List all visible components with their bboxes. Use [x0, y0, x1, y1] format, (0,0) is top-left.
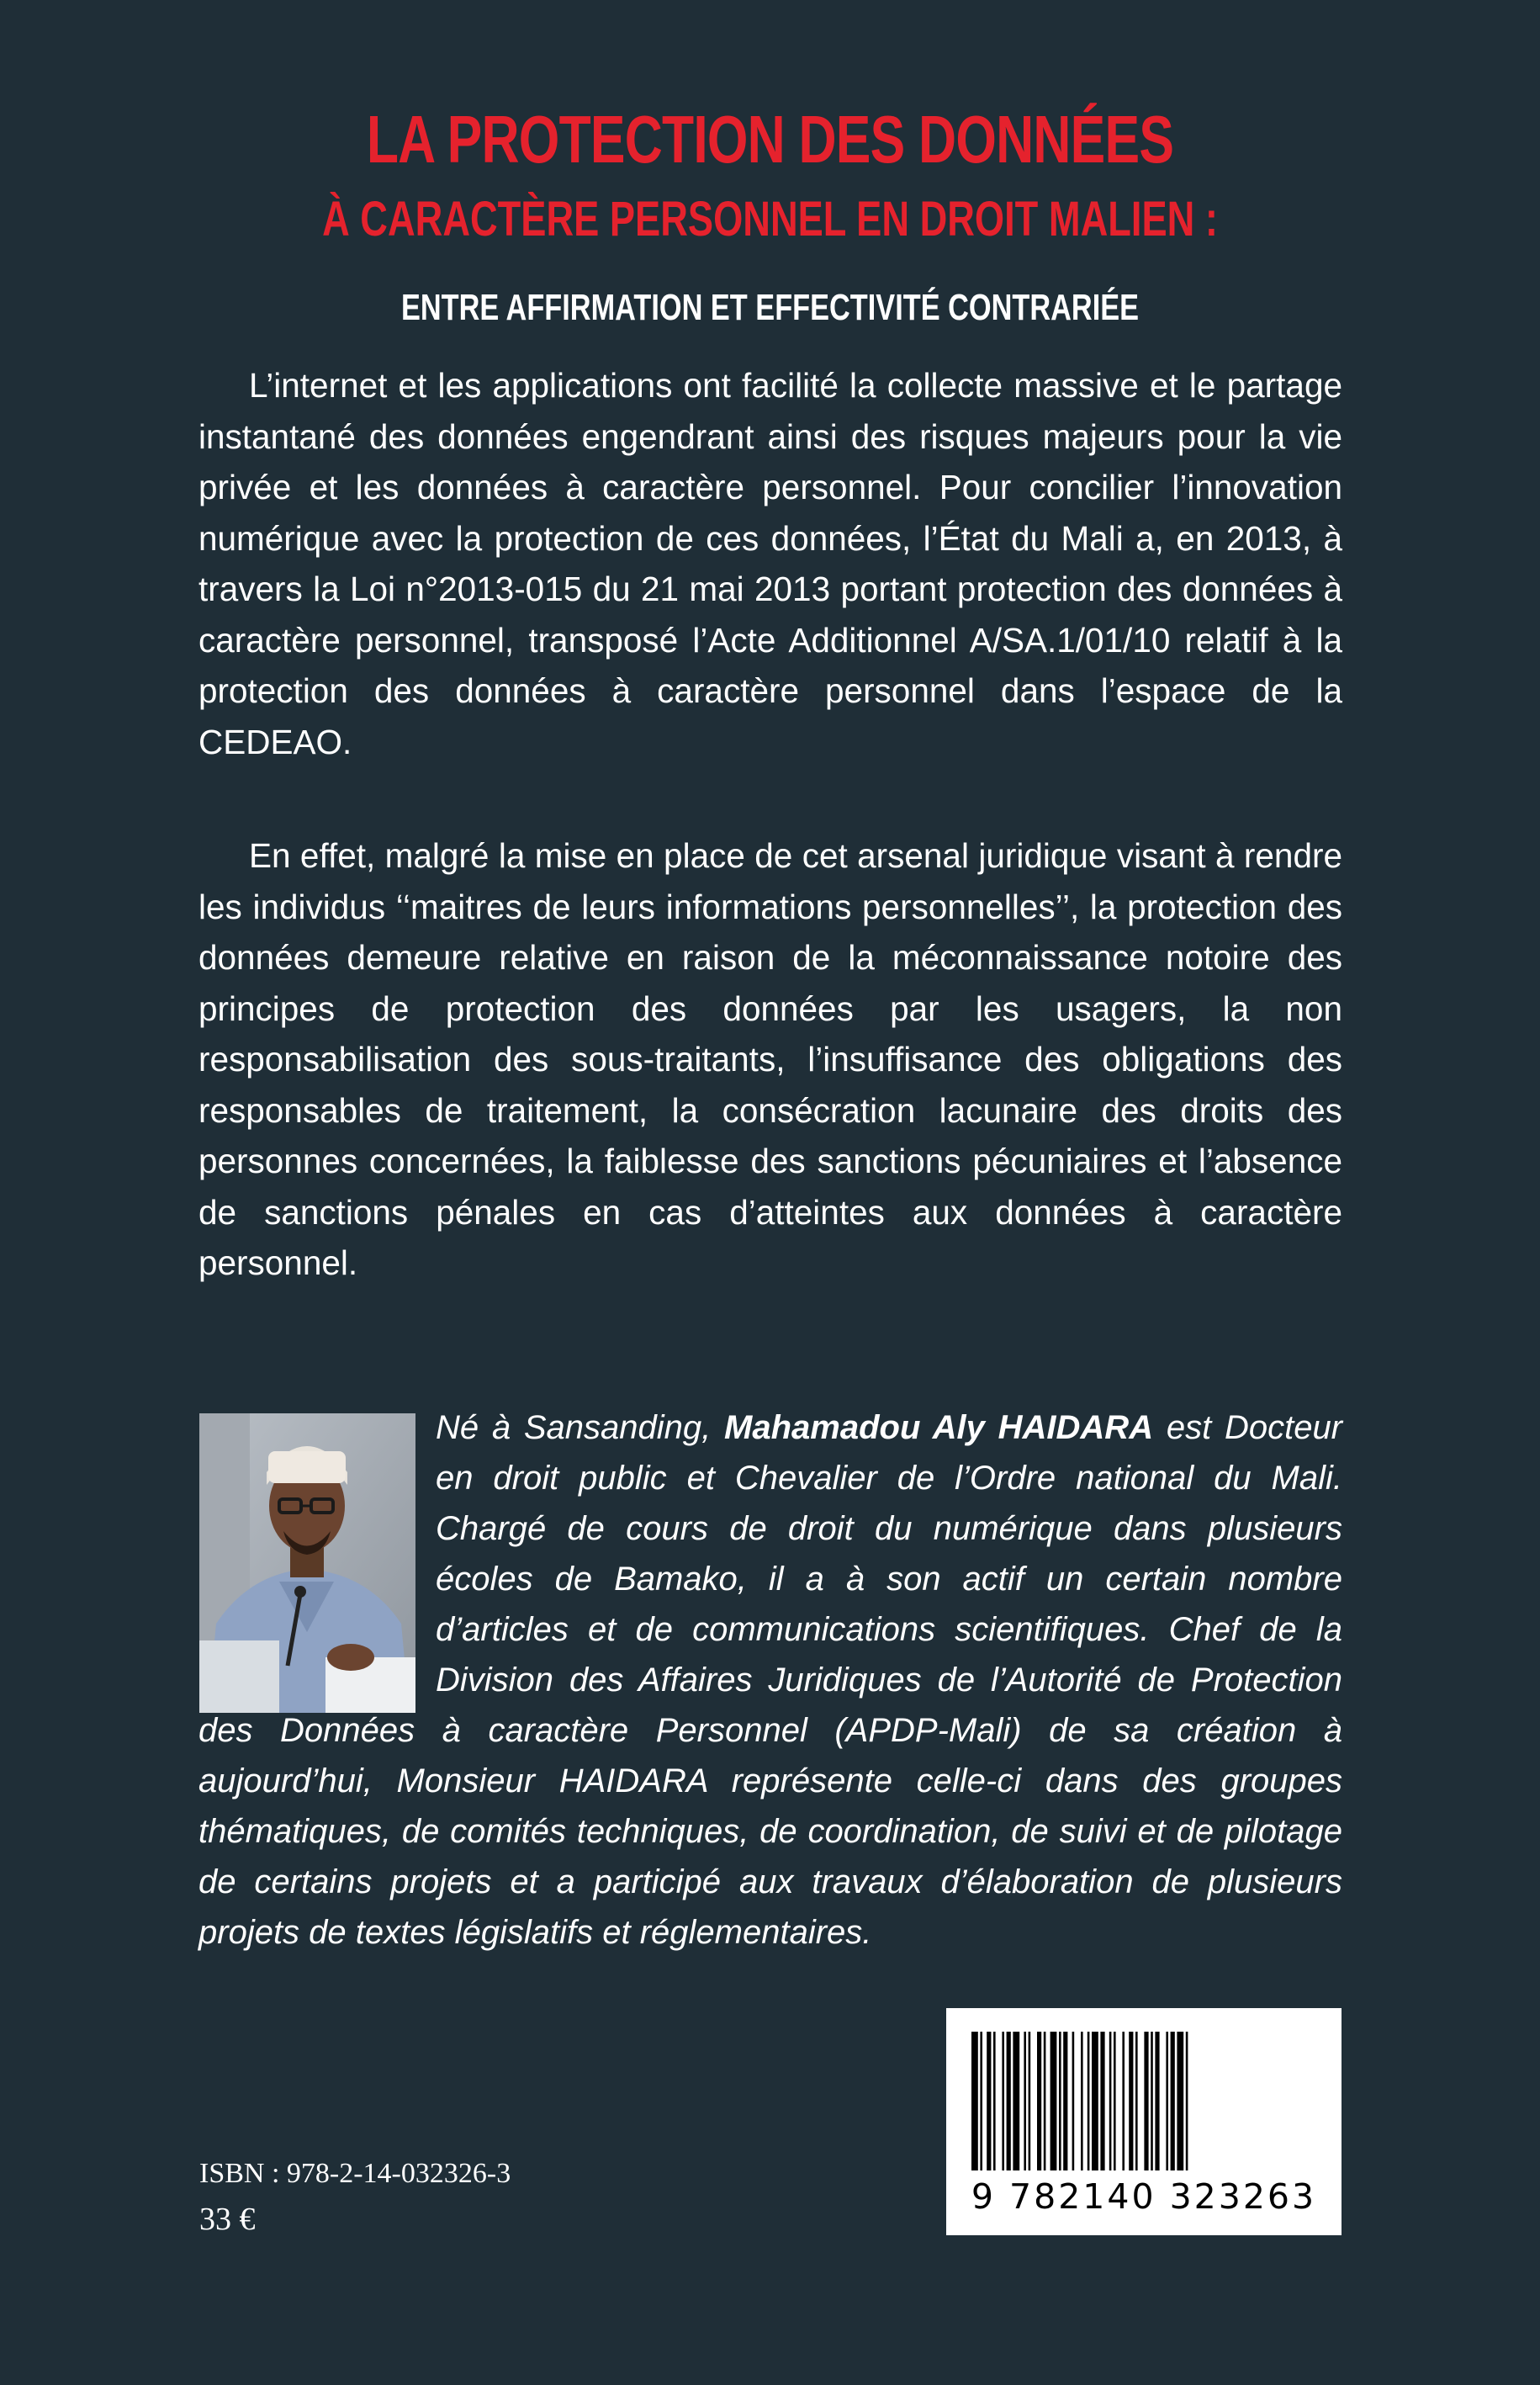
bio-text: est Docteur en droit public et Chevalier de l’Ordre national du Mali. Chargé de cours de droit du numérique dans plusieurs écoles de Bamako, il a à son actif un certain nombre d’articles et de communications scientifiques. Chef de la Division des Affaires Juridiques de l’Autorité de Protection des Données à caractère Personnel (APDP-Mali) de sa création à aujourd’hui, Monsieur HAIDARA représente celle-ci dans des groupes thématiques, de comités techniques, de coordination, de suivi et de pilotage de certains projets et a participé aux travaux d’élaboration de plusieurs projets de textes législatifs et réglementaires.	[198, 1409, 1343, 1951]
summary-paragraph-2: En effet, malgré la mise en place de cet arsenal juridique visant à rendre les individus ‘‘maitres de leurs informations personnelles’’, la protection des données demeure relative en raison de la méconnaissance notoire des principes de protection des données par les usagers, la non responsabilisation des sous-traitants, l’insuffisance des obligations des responsables de traitement, la consécration lacunaire des droits des personnes concernées, la faiblesse des sanctions pécuniaires et l’absence de sanctions pénales en cas d’atteintes aux données à caractère personnel.	[198, 836, 1342, 1282]
barcode-bar	[971, 2032, 978, 2170]
barcode-digits: 9 782140 323263	[971, 2176, 1317, 2217]
barcode-bar	[987, 2032, 991, 2170]
book-subtitle: ENTRE AFFIRMATION ET EFFECTIVITÉ CONTRARIÉE	[400, 287, 1140, 328]
bio-prefix: Né à Sansanding,	[436, 1409, 725, 1446]
barcode-bar	[1037, 2032, 1041, 2170]
barcode-bar	[1166, 2032, 1168, 2170]
barcode-bar	[1029, 2032, 1031, 2170]
author-name: Mahamadou Aly HAIDARA	[724, 1409, 1154, 1446]
barcode-bar	[1002, 2032, 1004, 2170]
barcode-bar	[980, 2032, 982, 2170]
barcode-bar	[1186, 2032, 1188, 2170]
barcode-bar	[1171, 2032, 1175, 2170]
barcode-bar	[1177, 2032, 1183, 2170]
book-title: LA PROTECTION DES DONNÉES	[366, 102, 1174, 177]
book-title-line-2: À CARACTÈRE PERSONNEL EN DROIT MALIEN :	[322, 192, 1218, 246]
barcode-bar	[1007, 2032, 1011, 2170]
barcode-bar	[1144, 2032, 1148, 2170]
barcode-bar	[1151, 2032, 1153, 2170]
barcode-bar	[1063, 2032, 1067, 2170]
barcode-bar	[1081, 2032, 1083, 2170]
isbn: ISBN : 978-2-14-032326-3	[199, 2158, 511, 2189]
barcode-bar	[1072, 2032, 1075, 2170]
barcode-bar	[1059, 2032, 1061, 2170]
barcode-bar	[1122, 2032, 1125, 2170]
price: 33 €	[199, 2202, 256, 2237]
barcode-bar	[1013, 2032, 1019, 2170]
barcode-bar	[1114, 2032, 1116, 2170]
barcode-bar	[1155, 2032, 1159, 2170]
barcode-bar	[1135, 2032, 1138, 2170]
barcode-bar	[993, 2032, 996, 2170]
barcode	[946, 2008, 1342, 2235]
author-bio	[198, 1402, 1342, 1958]
barcode-bar	[1129, 2032, 1133, 2170]
summary-paragraph-1: L’internet et les applications ont facilité la collecte massive et le partage instantané des données engendrant ainsi des risques majeurs pour la vie privée et les données à caractère personnel. Pour concilier l’innovation numérique avec la protection de ces données, l’État du Mali a, en 2013, à travers la Loi n°2013-015 du 21 mai 2013 portant protection des données à caractère personnel, transposé l’Acte Additionnel A/SA.1/01/10 relatif à la protection des données à caractère personnel dans l’espace de la CEDEAO.	[198, 366, 1342, 761]
barcode-bar	[1092, 2032, 1098, 2170]
barcode-bars	[946, 2008, 1342, 2176]
barcode-bar	[1044, 2032, 1046, 2170]
barcode-bar	[1100, 2032, 1104, 2170]
barcode-bar	[1050, 2032, 1057, 2170]
barcode-bar	[1024, 2032, 1026, 2170]
barcode-bar	[1109, 2032, 1112, 2170]
barcode-bar	[1088, 2032, 1090, 2170]
